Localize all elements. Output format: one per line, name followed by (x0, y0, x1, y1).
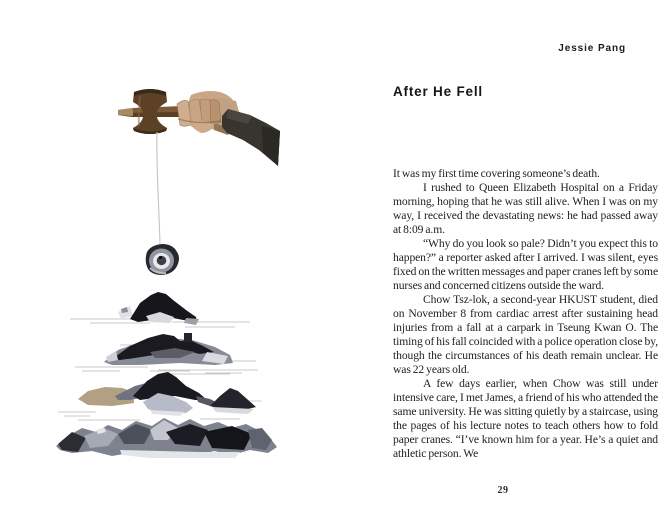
paragraph-1: It was my first time covering someone’s death. (393, 167, 600, 180)
page-title: After He Fell (393, 84, 483, 99)
mountain-layer-2 (75, 333, 258, 374)
right-page (335, 0, 670, 524)
ball (146, 244, 179, 275)
author-name: Jessie Pang (558, 43, 626, 54)
mountain-layer-3 (58, 371, 262, 416)
body-text (393, 167, 658, 461)
paragraph-2: I rushed to Queen Elizabeth Hospital on a Friday morning, hoping that he was still alive. When I was on my way, I received the devastating news: he had passed away at 8:09 a.m. (393, 181, 658, 236)
paragraph-3: “Why do you look so pale? Didn’t you expect this to happen?” a reporter asked after I arrived. I was silent, eyes fixed on the written messages and paper cranes left by some nurses and concerned citizens outside the ward. (393, 237, 658, 292)
sleeve (222, 109, 280, 166)
pencil-streaks (78, 419, 240, 420)
mountain-layer-4 (56, 418, 277, 458)
paragraph-5: A few days earlier, when Chow was still under intensive care, I met James, a friend of his who attended the same university. He was sitting quietly by a staircase, using the pages of his lecture notes to teach others how to fold paper cranes. “I’ve known him for a year. He’s a quiet and athletic person. We (393, 377, 658, 460)
mountain-layer-1 (70, 292, 250, 327)
paragraph-4: Chow Tsz-lok, a second-year HKUST student, died on November 8 from cardiac arrest after sustaining head injuries from a fall at a carpark in Tseung Kwan O. The timing of his fall coincided with a police operation close by, though the circumstances of his death remain unclear. He was 22 years old. (393, 293, 658, 376)
page-number: 29 (497, 485, 509, 496)
string (157, 132, 160, 245)
